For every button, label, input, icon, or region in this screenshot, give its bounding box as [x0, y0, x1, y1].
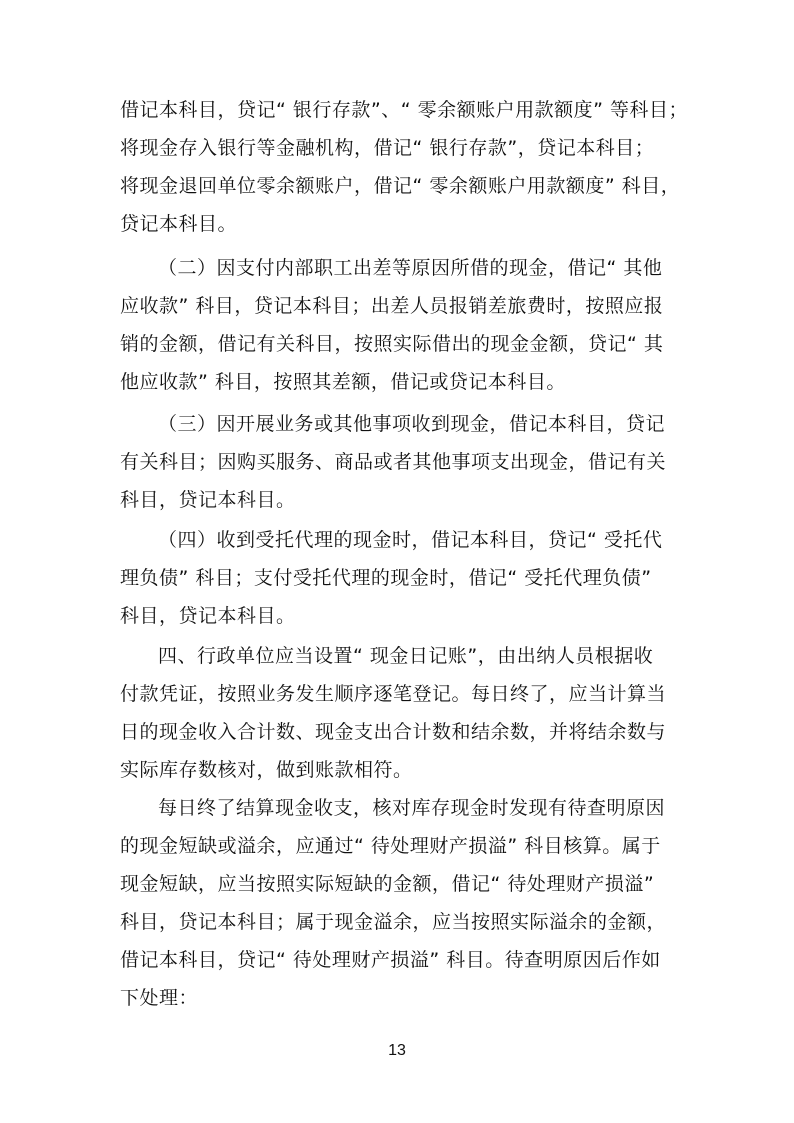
paragraph-5-line-1: 四、行政单位应当设置“ 现金日记账”，由出纳人员根据收 — [158, 645, 654, 667]
text-line-24: 下处理： — [120, 987, 199, 1009]
text-line-20: 的现金短缺或溢余，应通过“ 待处理财产损溢” 科目核算。属于 — [120, 835, 661, 857]
text-line-7: 销的金额，借记有关科目，按照实际借出的现金金额，贷记“ 其 — [120, 333, 664, 355]
text-line-13: 理负债” 科目；支付受托代理的现金时，借记“ 受托代理负债” — [120, 567, 652, 589]
text-line-14: 科目，贷记本科目。 — [120, 605, 296, 627]
text-line-3: 将现金退回单位零余额账户，借记“ 零余额账户用款额度” 科目， — [120, 175, 681, 197]
paragraph-6-line-1: 每日终了结算现金收支，核对库存现金时发现有待查明原因 — [158, 797, 666, 819]
text-line-22: 科目，贷记本科目；属于现金溢余，应当按照实际溢余的金额， — [120, 911, 667, 933]
text-line-18: 实际库存数核对，做到账款相符。 — [120, 759, 413, 781]
paragraph-2-line-1: （二）因支付内部职工出差等原因所借的现金，借记“ 其他 — [158, 257, 663, 279]
paragraph-4-line-1: （四）收到受托代理的现金时，借记本科目，贷记“ 受托代 — [158, 529, 663, 551]
page-number: 13 — [388, 1042, 406, 1059]
text-line-16: 付款凭证，按照业务发生顺序逐笔登记。每日终了，应当计算当 — [120, 683, 667, 705]
text-line-1: 借记本科目，贷记“ 银行存款”、“ 零余额账户用款额度” 等科目； — [120, 99, 688, 121]
paragraph-3-line-1: （三）因开展业务或其他事项收到现金，借记本科目，贷记 — [158, 413, 666, 435]
text-line-4: 贷记本科目。 — [120, 213, 238, 235]
text-line-17: 日的现金收入合计数、现金支出合计数和结余数，并将结余数与 — [120, 721, 667, 743]
text-line-10: 有关科目；因购买服务、商品或者其他事项支出现金，借记有关 — [120, 451, 667, 473]
text-line-8: 他应收款” 科目，按照其差额，借记或贷记本科目。 — [120, 371, 566, 393]
text-line-23: 借记本科目，贷记“ 待处理财产损溢” 科目。待查明原因后作如 — [120, 949, 661, 971]
text-line-11: 科目，贷记本科目。 — [120, 489, 296, 511]
text-line-2: 将现金存入银行等金融机构，借记“ 银行存款”，贷记本科目； — [120, 137, 655, 159]
text-line-21: 现金短缺，应当按照实际短缺的金额，借记“ 待处理财产损溢” — [120, 873, 655, 895]
text-line-6: 应收款” 科目，贷记本科目；出差人员报销差旅费时，按照应报 — [120, 295, 664, 317]
